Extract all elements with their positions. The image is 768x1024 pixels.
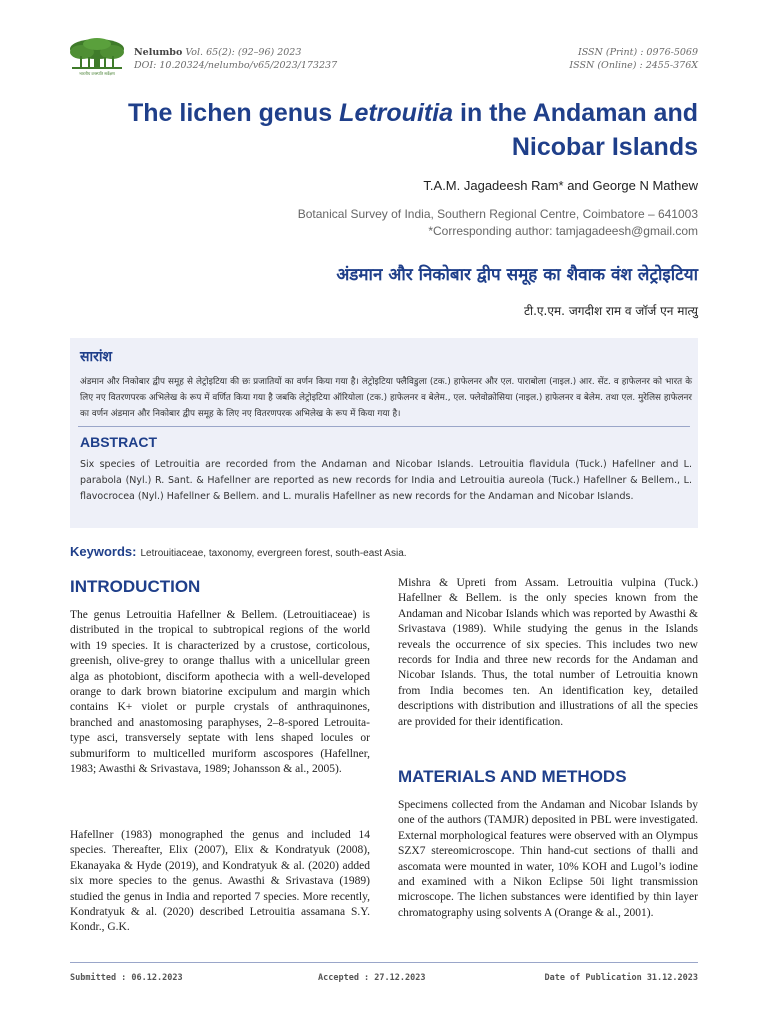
hindi-title: अंडमान और निकोबार द्वीप समूह का शैवाक वंश लेट्रोइटिया <box>336 265 698 285</box>
introduction-paragraph-2: Hafellner (1983) monographed the genus and included 14 species. Thereafter, Elix (2007), Elix & Kondratyuk (2008), Ekanayaka & Hyde (2019), and Kondratyuk & al. (2020) added six more species to the genus. Awasthi & Srivastava (1989) studied the genus in India and reported 7 species. More recently, Kondratyuk & al. (2020) described Letrouitia assamana S.Y. Kondr., G.K. <box>70 829 370 934</box>
keywords <box>70 544 407 559</box>
issn-print: ISSN (Print) : 0976-5069 <box>577 47 698 58</box>
logo-text: भारतीय वनस्पति सर्वेक्षण <box>79 71 115 76</box>
keywords-label: Keywords: <box>70 544 137 559</box>
banyan-tree-icon <box>66 38 128 76</box>
article-authors: T.A.M. Jagadeesh Ram* and George N Mathew <box>423 178 698 193</box>
introduction-heading: INTRODUCTION <box>70 577 201 596</box>
journal-citation <box>134 46 337 72</box>
submitted-date: Submitted : 06.12.2023 <box>70 973 183 983</box>
methods-heading: MATERIALS AND METHODS <box>398 767 627 786</box>
doi[interactable]: DOI: 10.20324/nelumbo/v65/2023/173237 <box>134 60 338 71</box>
saransh-text: अंडमान और निकोबार द्वीप समूह से लेट्रोइटिया की छः प्रजातियों का वर्णन किया गया है। लेट्रोइटिया फ्लैविडुला (टक.) हाफेलनर और एल. पाराबोला (नाइल.) आर. सेंट. व हाफेलनर को भारत के लिए नए वितरणपरक अभिलेख के रूप में वर्णित किया गया है जबकि लेट्रोइटिया ऑरियोला (टक.) हाफेलनर व बेलेम., एल. फ्लेवोक्रोसिया (नाइल.) हाफेलनर व बेलेम. तथा एल. मुरेलिस हाफेलनर का वर्णन अंडमान और निकोबार द्वीप समूह के लिए नए वितरणपरक अभिलेख के रूप में किया गया है। <box>80 377 692 419</box>
abstract-text: Six species of Letrouitia are recorded from the Andaman and Nicobar Islands. Letrouitia flavidula (Tuck.) Hafellner and L. parabola (Nyl.) R. Sant. & Hafellner are reported as new records for India and Letrouitia aureola (Tuck.) Hafellner & Bellem., L. flavocrocea (Nyl.) Hafellner & Bellem. and L. muralis Hafellner as new records for the Andaman and Nicobar Islands. <box>80 459 692 502</box>
journal-volume: Vol. 65(2): (92–96) 2023 <box>185 47 302 58</box>
introduction-paragraph-3: Mishra & Upreti from Assam. Letrouitia vulpina (Tuck.) Hafellner & Bellem. is the only species known from the Andaman and Nicobar Islands which was reported by Awasthi & Srivastava (1989). While studying the genus in the Islands reveals the occurrence of six species. This includes two new records for India and three new records for the Andaman and Nicobar Islands. Thus, the total number of Letrouitia known from India becomes ten. An identification key, detailed descriptions with distribution and illustrations of all the species are provided for their identification. <box>398 577 698 728</box>
issn-online: ISSN (Online) : 2455-376X <box>569 60 698 71</box>
methods-paragraph-1: Specimens collected from the Andaman and Nicobar Islands by one of the authors (TAMJR) deposited in PBL were investigated. External morphological features were observed with an Olympus SZX7 stereomicroscope. Thin hand-cut sections of thalli and ascomata were mounted in water, 10% KOH and Lugol’s iodine and examined with a Nikon Eclipse 50i light transmission microscope. The lichen substances were identified by thin layer chromatography using solvents A (Orange & al., 2001). <box>398 799 698 919</box>
abstract-box <box>70 338 698 528</box>
abstract-divider <box>78 426 690 427</box>
affiliation-block <box>298 206 698 240</box>
accepted-date: Accepted : 27.12.2023 <box>318 973 426 983</box>
affiliation: Botanical Survey of India, Southern Regional Centre, Coimbatore – 641003 <box>297 207 698 221</box>
keywords-text: Letrouitiaceae, taxonomy, evergreen forest, south-east Asia. <box>140 548 407 559</box>
hindi-authors: टी.ए.एम. जगदीश राम व जॉर्ज एन मात्यु <box>523 304 698 318</box>
introduction-paragraph-1: The genus Letrouitia Hafellner & Bellem. (Letrouitiaceae) is distributed in the tropical to subtropical regions of the world with 19 species. It is characterized by a crustose, corticolous, greenish, olive-grey to orange thallus with a unicellular green alga as photobiont, disciform apothecia with a well-developed orange to dark brown biatorine excipulum and margin which contains K+ violet or purple crystals of anthraquinones, branched and anastomosing paraphyses, 2–8-spored Letrouita-type asci, transversely septate with lens shaped locules or submuriform to multicelled muriform ascospores (Hafellner, 1983; Awasthi & Srivastava, 1989; Johansson & al., 2005). <box>70 609 370 776</box>
journal-name: Nelumbo <box>134 47 183 58</box>
issn-block <box>569 46 698 72</box>
article-title: The lichen genus Letrouitia in the Andaman and Nicobar Islands <box>128 99 698 161</box>
publication-date: Date of Publication 31.12.2023 <box>544 973 698 983</box>
corresponding-author[interactable]: *Corresponding author: tamjagadeesh@gmail.com <box>428 224 698 238</box>
footer-divider <box>70 962 698 963</box>
saransh-heading: सारांश <box>80 348 112 364</box>
abstract-heading: ABSTRACT <box>80 434 157 450</box>
journal-header <box>66 38 698 78</box>
